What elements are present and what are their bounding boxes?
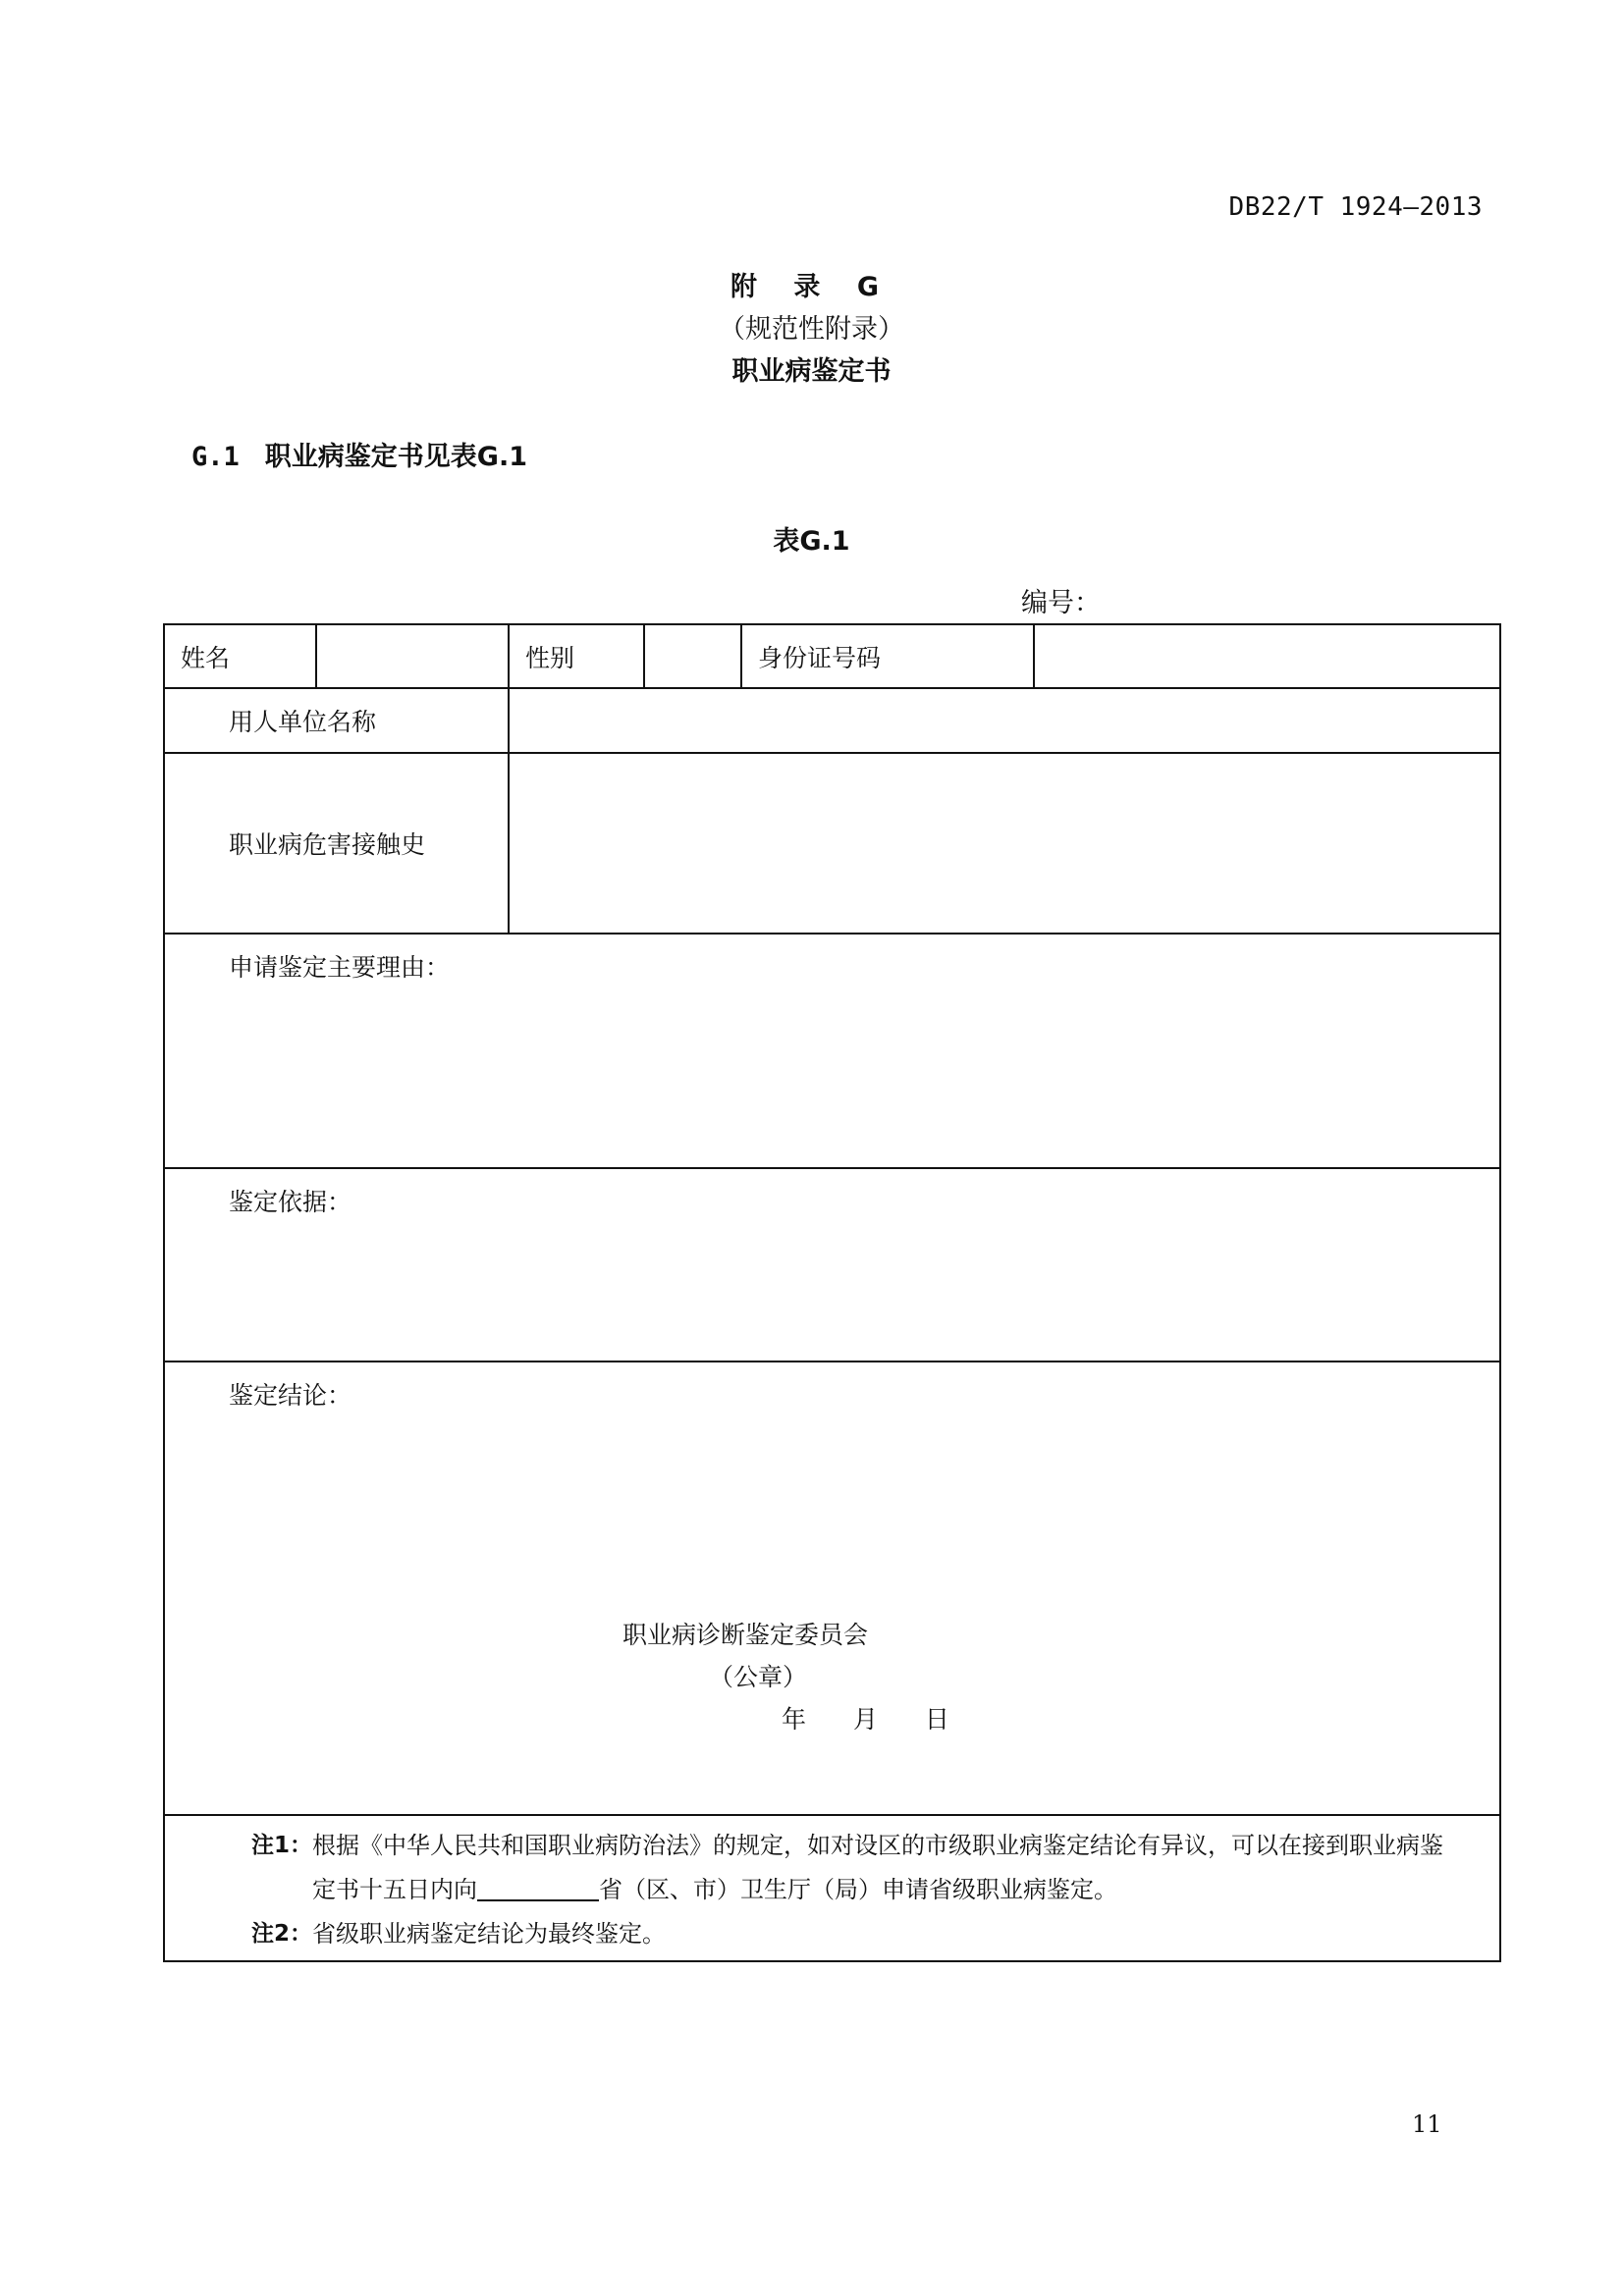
official-seal-label: （公章） — [709, 1663, 808, 1691]
id-number-label: 身份证号码 — [741, 624, 1034, 688]
table-row — [164, 688, 1500, 753]
name-label: 姓名 — [164, 624, 316, 688]
employer-label: 用人单位名称 — [164, 688, 509, 753]
table-row — [164, 1815, 1500, 1961]
appendix-name: 职业病鉴定书 — [731, 356, 892, 387]
table-row — [164, 934, 1500, 1168]
appraisal-basis-label: 鉴定依据： — [229, 1188, 352, 1216]
table-row — [164, 1362, 1500, 1815]
name-field[interactable] — [316, 624, 509, 688]
appraisal-conclusion-field[interactable] — [164, 1362, 1500, 1815]
note-1-line-1: 根据《中华人民共和国职业病防治法》的规定，如对设区的市级职业病鉴定结论有异议，可以在接到职业病鉴 — [312, 1832, 1443, 1859]
id-number-field[interactable] — [1034, 624, 1500, 688]
exposure-history-label: 职业病危害接触史 — [164, 753, 509, 934]
province-blank-field[interactable] — [477, 1872, 599, 1901]
note-1-line-2-post: 省（区、市）卫生厅（局）申请省级职业病鉴定。 — [599, 1876, 1117, 1903]
table-caption: 表G.1 — [773, 526, 850, 557]
note-2 — [165, 1912, 1488, 1956]
notes-cell — [164, 1815, 1500, 1961]
table-row — [164, 624, 1500, 688]
table-row — [164, 753, 1500, 934]
section-text: 职业病鉴定书见表G.1 — [264, 442, 527, 472]
appraisal-reason-label: 申请鉴定主要理由： — [229, 953, 451, 982]
note-2-label: 注2： — [251, 1921, 313, 1947]
section-number: G.1 — [191, 442, 240, 472]
note-1-line-2-pre: 定书十五日内向 — [312, 1876, 477, 1903]
page-number: 11 — [1412, 2110, 1442, 2138]
appraisal-form-table — [163, 623, 1501, 1962]
appendix-title: 附 录 G — [730, 272, 893, 302]
employer-field[interactable] — [509, 688, 1500, 753]
appendix-subtitle: （规范性附录） — [719, 314, 904, 345]
serial-number-label: 编号： — [1021, 588, 1101, 618]
note-2-text: 省级职业病鉴定结论为最终鉴定。 — [312, 1920, 666, 1948]
section-heading — [191, 435, 527, 473]
standard-number: DB22/T 1924—2013 — [1228, 192, 1483, 222]
appraisal-reason-field[interactable] — [164, 934, 1500, 1168]
note-1-label: 注1： — [251, 1833, 313, 1858]
note-1 — [165, 1824, 1488, 1912]
appraisal-conclusion-label: 鉴定结论： — [229, 1381, 352, 1410]
table-row — [164, 1168, 1500, 1362]
committee-name: 职业病诊断鉴定委员会 — [622, 1621, 869, 1649]
date-label: 年 月 日 — [782, 1705, 949, 1734]
appraisal-basis-field[interactable] — [164, 1168, 1500, 1362]
exposure-history-field[interactable] — [509, 753, 1500, 934]
gender-label: 性别 — [509, 624, 644, 688]
gender-field[interactable] — [644, 624, 741, 688]
